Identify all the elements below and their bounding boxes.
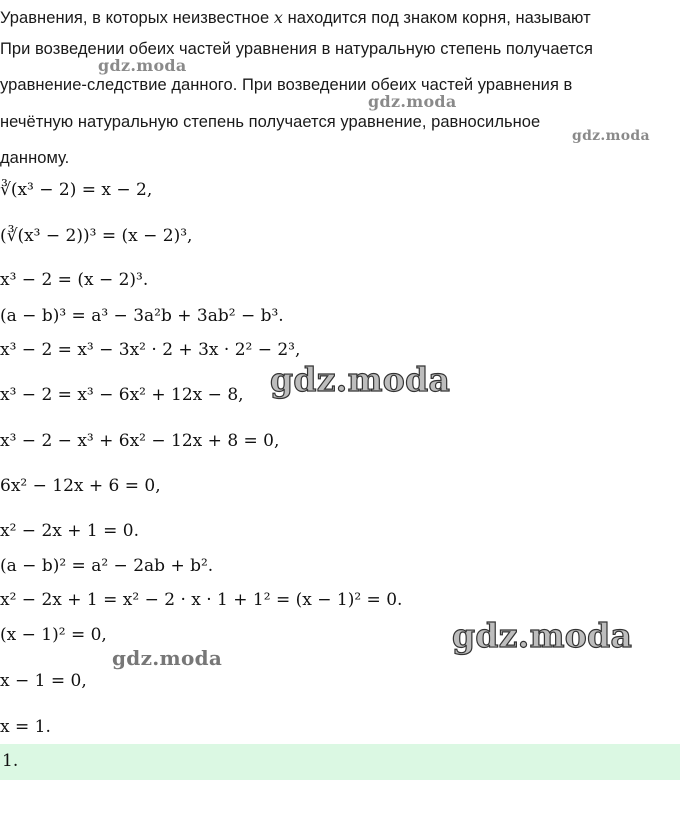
equation-line-9: x² − 2x + 1 = 0. — [0, 521, 139, 541]
watermark-logo: gdz.moda — [368, 92, 457, 111]
variable-x: x — [273, 8, 283, 27]
theory-line-2: При возведении обеих частей уравнения в натуральную степень получается — [0, 40, 593, 58]
watermark-logo: gdz.moda — [98, 56, 187, 75]
answer-text: 1. — [2, 751, 19, 771]
equation-line-12: (x − 1)² = 0, — [0, 625, 107, 645]
answer-highlight — [0, 744, 680, 780]
theory-line-4: нечётную натуральную степень получается уравнение, равносильное — [0, 113, 541, 131]
watermark-logo: gdz.moda — [270, 360, 451, 399]
equation-line-2: (∛(x³ − 2))³ = (x − 2)³, — [0, 226, 193, 246]
theory-line-1-start: Уравнения, в которых неизвестное — [0, 9, 274, 27]
theory-line-5: данному. — [0, 149, 70, 167]
watermark-logo: gdz.moda — [572, 128, 650, 144]
equation-line-7: x³ − 2 − x³ + 6x² − 12x + 8 = 0, — [0, 431, 280, 451]
theory-line-1 — [0, 8, 591, 28]
equation-line-4: (a − b)³ = a³ − 3a²b + 3ab² − b³. — [0, 306, 284, 326]
equation-line-10: (a − b)² = a² − 2ab + b². — [0, 556, 214, 576]
equation-line-5: x³ − 2 = x³ − 3x² · 2 + 3x · 2² − 2³, — [0, 340, 301, 360]
watermark-logo: gdz.moda — [112, 646, 223, 670]
equation-line-13: x − 1 = 0, — [0, 671, 87, 691]
equation-line-8: 6x² − 12x + 6 = 0, — [0, 476, 161, 496]
equation-line-1: ∛(x³ − 2) = x − 2, — [0, 180, 153, 200]
equation-line-11: x² − 2x + 1 = x² − 2 · x · 1 + 1² = (x − 1)² = 0. — [0, 590, 403, 610]
equation-line-14: x = 1. — [0, 717, 51, 737]
equation-line-6: x³ − 2 = x³ − 6x² + 12x − 8, — [0, 385, 244, 405]
theory-line-3: уравнение-следствие данного. При возведении обеих частей уравнения в — [0, 76, 573, 94]
watermark-logo: gdz.moda — [452, 616, 633, 655]
theory-line-1-end: находится под знаком корня, называют — [282, 9, 591, 27]
equation-line-3: x³ − 2 = (x − 2)³. — [0, 270, 149, 290]
